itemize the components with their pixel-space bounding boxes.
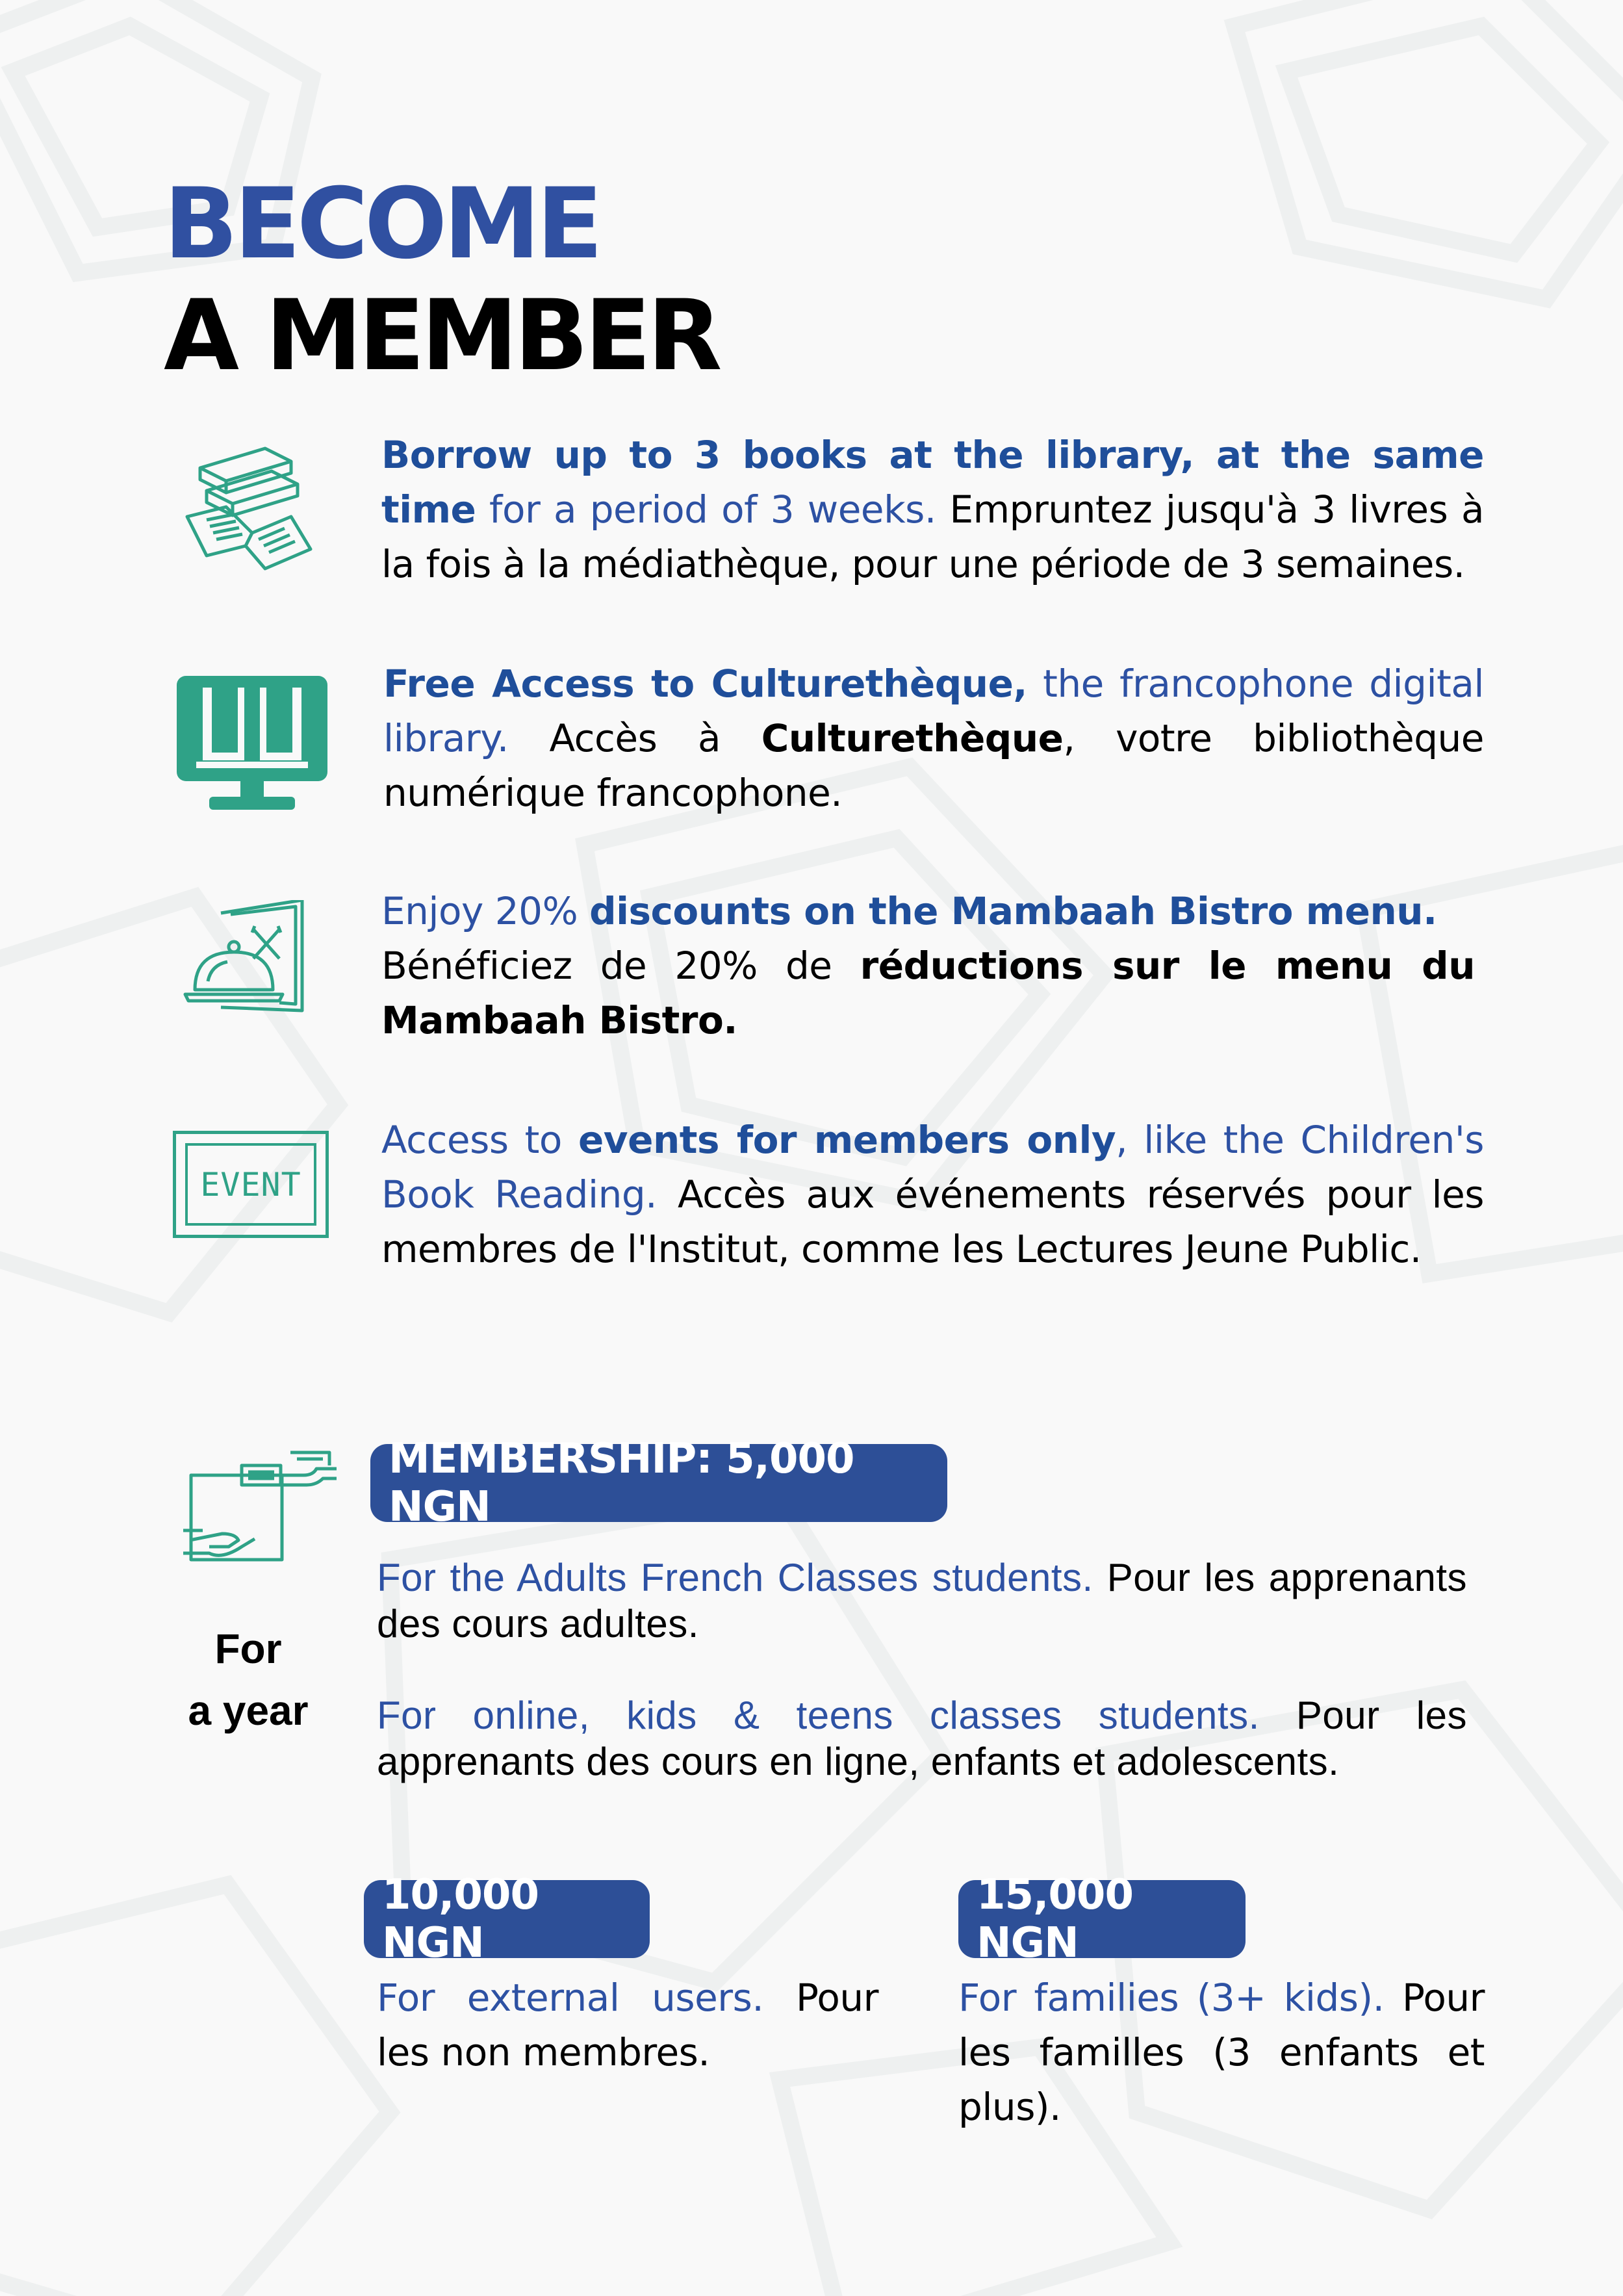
- benefit-events-fr: Accès aux événements réservés pour les membres de l'Institut, comme les Lectures Jeune Public.: [381, 1172, 1484, 1271]
- restaurant-menu-icon: [182, 900, 312, 1017]
- membership-price-badge: MEMBERSHIP: 5,000 NGN: [370, 1444, 947, 1522]
- benefit-borrow-text: [381, 428, 1484, 591]
- books-icon: [181, 442, 317, 572]
- benefit-bistro-text: [381, 884, 1475, 1048]
- benefit-borrow-fr: Empruntez jusqu'à 3 livres à la fois à la médiathèque, pour une période de 3 semaines.: [381, 487, 1484, 586]
- membership-online-fr: Pour les apprenants des cours en ligne, enfants et adolescents.: [377, 1694, 1467, 1783]
- external-users-text: [377, 1970, 878, 2080]
- event-icon-label: EVENT: [200, 1165, 301, 1204]
- benefit-events-en: , like the Children's Book Reading.: [381, 1118, 1485, 1217]
- family-price-badge: 15,000 NGN: [958, 1880, 1246, 1958]
- payment-hands-icon: [183, 1449, 337, 1566]
- event-sign-icon: [173, 1131, 329, 1238]
- membership-period-line-1: For: [214, 1625, 282, 1672]
- benefit-borrow-en-bold: Borrow up to 3 books at the library, at the same time: [381, 433, 1484, 532]
- benefit-culturetheque-fr-pre: Accès à: [508, 716, 761, 760]
- digital-library-icon: [177, 676, 327, 812]
- families-en: For families (3+ kids).: [958, 1976, 1385, 2020]
- membership-period: [170, 1618, 326, 1742]
- membership-adults-fr: Pour les apprenants des cours adultes.: [377, 1556, 1468, 1645]
- benefit-borrow-en: for a period of 3 weeks.: [476, 487, 936, 532]
- benefit-bistro-fr-pre: Bénéficiez de 20% de: [381, 944, 860, 988]
- families-text: [958, 1970, 1485, 2134]
- benefit-bistro-en-bold: discounts on the Mambaah Bistro menu.: [589, 889, 1437, 933]
- membership-adults-en: For the Adults French Classes students.: [377, 1556, 1093, 1599]
- benefit-culturetheque-en-bold: Free Access to Culturethèque,: [383, 662, 1027, 706]
- benefit-bistro-en-pre: Enjoy 20%: [381, 889, 590, 933]
- membership-period-line-2: a year: [188, 1687, 309, 1734]
- benefit-bistro-fr-bold: réductions sur le menu du Mambaah Bistro.: [381, 944, 1475, 1042]
- benefit-culturetheque-fr-bold: Culturethèque: [761, 716, 1064, 760]
- external-users-en: For external users.: [377, 1976, 764, 2020]
- families-fr: Pour les familles (3 enfants et plus).: [958, 1976, 1485, 2129]
- membership-adults-text: [377, 1554, 1467, 1647]
- benefit-events-text: [381, 1113, 1484, 1276]
- membership-online-en: For online, kids & teens classes students.: [377, 1694, 1260, 1737]
- benefit-events-en-pre: Access to: [381, 1118, 578, 1162]
- title-line-2: A MEMBER: [164, 279, 719, 393]
- benefit-culturetheque-fr-post: , votre bibliothèque numérique francophone.: [383, 716, 1484, 815]
- external-users-fr: Pour les non membres.: [377, 1976, 878, 2074]
- benefit-culturetheque-text: [383, 656, 1484, 820]
- benefit-culturetheque-en: the francophone digital library.: [383, 662, 1484, 760]
- membership-online-text: [377, 1692, 1467, 1785]
- title-line-1: BECOME: [164, 168, 600, 281]
- benefit-events-en-bold: events for members only: [578, 1118, 1116, 1162]
- external-price-badge: 10,000 NGN: [364, 1880, 650, 1958]
